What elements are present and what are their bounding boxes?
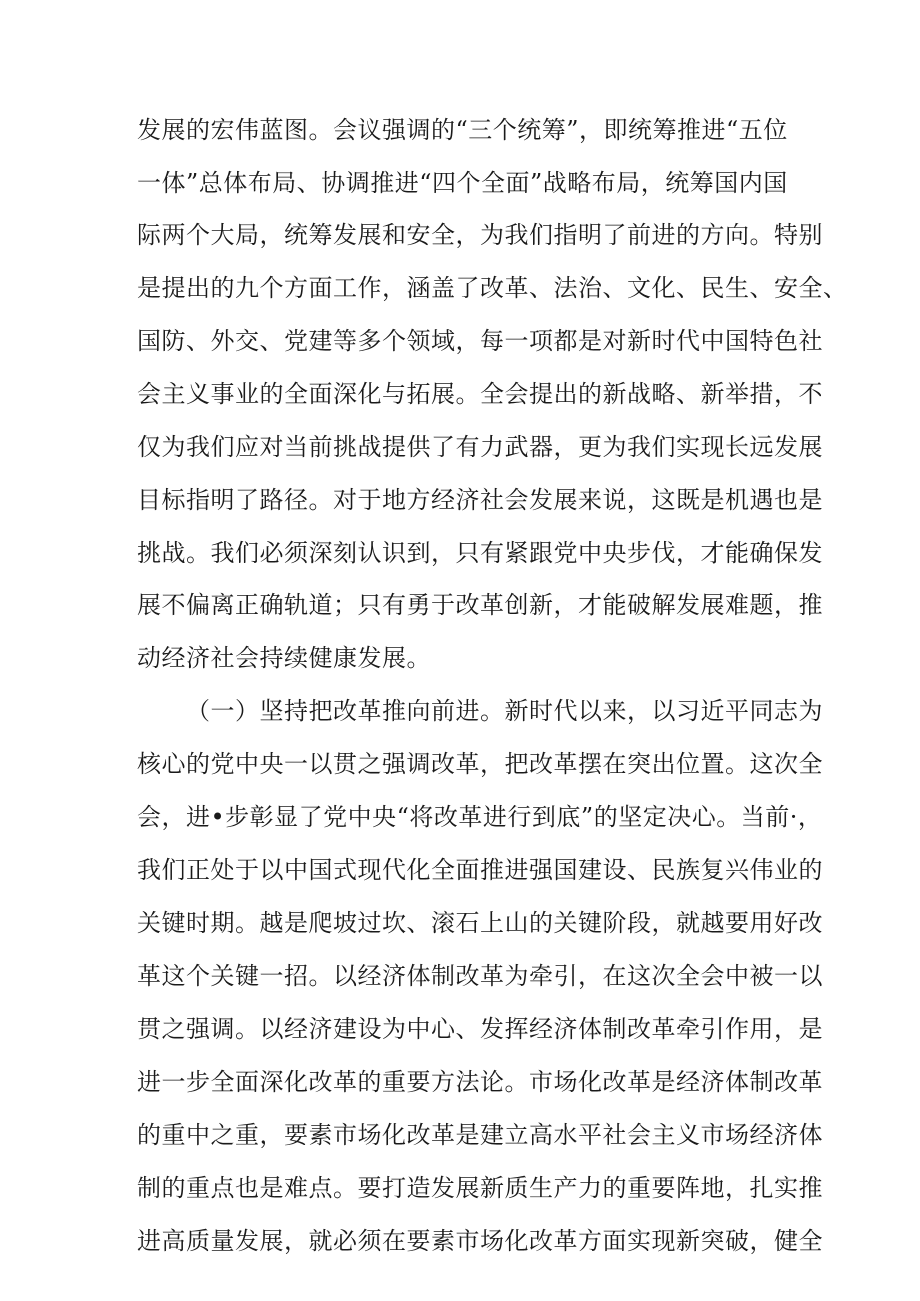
paragraph-1-line-5: 国防、外交、党建等多个领域，每一项都是对新时代中国特色社 — [137, 327, 823, 355]
paragraph-1-line-6: 会主义事业的全面深化与拓展。全会提出的新战略、新举措，不 — [137, 380, 823, 408]
paragraph-2-line-1: （一）坚持把改革推向前进。新时代以来，以习近平同志为 — [186, 697, 823, 725]
paragraph-2-line-3: 会，进•步彰显了党中央“将改革进行到底”的坚定决心。当前·， — [137, 803, 823, 831]
paragraph-1-line-8: 目标指明了路径。对于地方经济社会发展来说，这既是机遇也是 — [137, 486, 823, 514]
paragraph-2-line-5: 关键时期。越是爬坡过坎、滚石上山的关键阶段，就越要用好改 — [137, 909, 823, 937]
paragraph-1-line-4: 是提出的九个方面工作，涵盖了改革、法治、文化、民生、安全、 — [137, 274, 848, 302]
paragraph-1-line-3: 际两个大局，统筹发展和安全，为我们指明了前进的方向。特别 — [137, 221, 823, 249]
paragraph-1-line-9: 挑战。我们必须深刻认识到，只有紧跟党中央步伐，才能确保发 — [137, 539, 823, 567]
paragraph-2-line-8: 进一步全面深化改革的重要方法论。市场化改革是经济体制改革 — [137, 1068, 823, 1096]
paragraph-1-line-2: 一体”总体布局、协调推进“四个全面”战略布局，统筹国内国 — [137, 169, 788, 197]
paragraph-2-line-7: 贯之强调。以经济建设为中心、发挥经济体制改革牵引作用，是 — [137, 1015, 823, 1043]
paragraph-1-line-11: 动经济社会持续健康发展。 — [137, 644, 431, 672]
paragraph-2-line-11: 进高质量发展，就必须在要素市场化改革方面实现新突破，健全 — [137, 1227, 823, 1255]
paragraph-2-line-4: 我们正处于以中国式现代化全面推进强国建设、民族复兴伟业的 — [137, 856, 823, 884]
paragraph-2-line-10: 制的重点也是难点。要打造发展新质生产力的重要阵地，扎实推 — [137, 1174, 823, 1202]
paragraph-1-line-1: 发展的宏伟蓝图。会议强调的“三个统筹”，即统筹推进“五位 — [137, 116, 788, 144]
paragraph-1-line-10: 展不偏离正确轨道；只有勇于改革创新，才能破解发展难题，推 — [137, 591, 823, 619]
paragraph-2-line-6: 革这个关键一招。以经济体制改革为牵引，在这次全会中被一以 — [137, 962, 823, 990]
paragraph-1-line-7: 仅为我们应对当前挑战提供了有力武器，更为我们实现长远发展 — [137, 433, 823, 461]
paragraph-2-line-2: 核心的党中央一以贯之强调改革，把改革摆在突出位置。这次全 — [137, 750, 823, 778]
paragraph-2-line-9: 的重中之重，要素市场化改革是建立高水平社会主义市场经济体 — [137, 1121, 823, 1149]
